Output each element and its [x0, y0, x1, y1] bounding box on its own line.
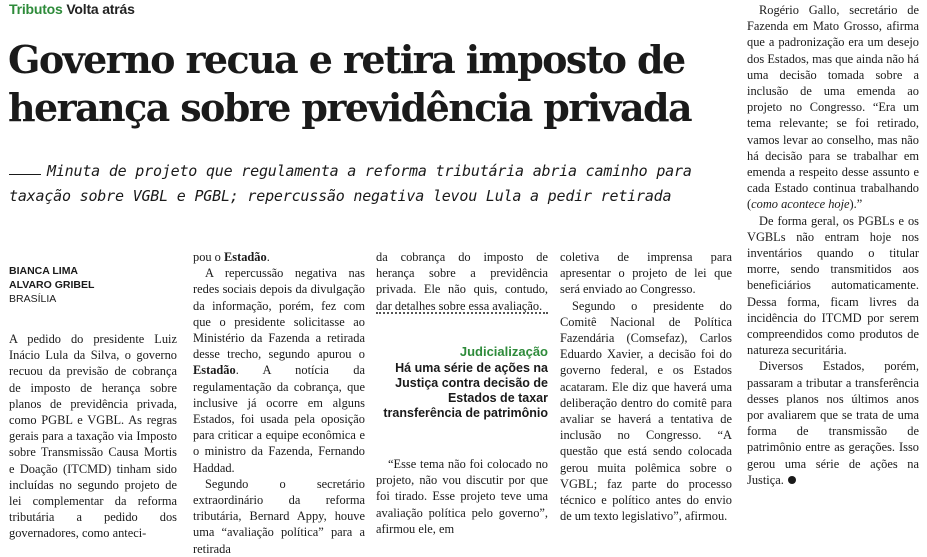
paragraph: A pedido do presidente Luiz Inácio Lula da Silva, o governo recuou da previsão de cobrança de imposto de herança sobre planos de previdência privada, como PGBL e VGBL. As regras gerais para a taxação via Imposto sobre Transmissão Causa Mortis e Doação (ITCMD) tinham sido incluídas no segundo projeto de lei complementar da reforma tributária a pedido dos governadores, como anteci-	[9, 332, 177, 541]
column-3	[376, 249, 548, 314]
paragraph: Segundo o presidente do Comitê Nacional de Política Fazendária (Comsefaz), Carlos Eduardo Xavier, a decisão foi do governo federal, e os Estados acataram. Ele diz que haverá uma deliberação dentro do comitê para avaliar se haverá a tentativa de inclusão no Congresso. “A questão que está sendo colocada gerou muita polêmica sobre o VGBL; faz parte do processo técnico e político antes do envio de um texto legislativo”, afirmou.	[560, 298, 732, 524]
column-2	[193, 249, 365, 557]
dek-text: Minuta de projeto que regulamenta a reforma tributária abria caminho para taxação sobre VGBL e PGBL; repercussão negativa levou Lula a pedir retirada	[9, 162, 692, 205]
paragraph: De forma geral, os PGBLs e os VGBLs não entram hoje nos inventários quando o titular morre, sendo transmitidos aos beneficiários automaticamente. Dessa forma, ficam livres da incidência do ITCMD por serem compreendidos como produtos de natureza securitária.	[747, 213, 919, 358]
paragraph	[193, 249, 365, 265]
column-4	[560, 249, 732, 524]
text-run: pou o	[193, 250, 224, 264]
newspaper-name: Estadão	[223, 250, 267, 264]
dek-rule	[9, 174, 41, 175]
headline: Governo recua e retira imposto de herança sobre previdência privada	[8, 37, 692, 130]
paragraph: coletiva de imprensa para apresentar o projeto de lei que será enviado ao Congresso.	[560, 250, 732, 297]
byline	[9, 264, 179, 306]
paragraph	[193, 265, 365, 476]
text-run: A repercussão negativa nas redes sociais depois da divulgação da informação, porém, fez com que o presidente solicitasse ao Ministério da Fazenda a retirada desse trecho, segundo apurou o	[193, 266, 365, 362]
dateline-city: BRASÍLIA	[9, 293, 57, 305]
author-2: ALVARO GRIBEL	[9, 279, 95, 291]
pull-quote-text: Há uma série de ações na Justiça contra decisão de Estados de taxar transferência de patrimônio	[383, 361, 548, 420]
text-run: ).”	[849, 197, 863, 212]
paragraph: “Esse tema não foi colocado no projeto, não vou discutir por que foi tirado. Esse projeto teve uma avaliação política pelo governo”, afirmou ele, em	[376, 457, 548, 536]
newspaper-name: Estadão	[193, 363, 236, 378]
author-1: BIANCA LIMA	[9, 265, 79, 277]
paragraph	[747, 358, 919, 488]
column-1	[9, 331, 177, 542]
pull-quote-title: Judicialização	[459, 344, 548, 359]
text-run: . A notícia da regulamentação da cobrança, que inclusive já ocorre em alguns Estados, foi usada pela oposição para criticar a equipe econômica e o ministro da Fazenda, Fernando Haddad.	[193, 363, 365, 475]
dotted-divider	[376, 312, 548, 314]
end-of-article-icon	[788, 476, 796, 484]
dek	[9, 159, 724, 209]
kicker	[9, 1, 135, 17]
column-5	[747, 2, 919, 488]
kicker-title: Volta atrás	[66, 1, 135, 17]
italic-text: como acontece hoje	[751, 197, 850, 212]
column-3-continued	[376, 456, 548, 537]
section-label: Tributos	[9, 1, 63, 17]
pull-quote-box	[376, 312, 548, 432]
text-run: Rogério Gallo, secretário de Fazenda em Mato Grosso, afirma que a padronização era um desejo dos Estados, mas que ainda não há uma decisão tomada sobre a inclusão de uma emenda ao projeto no Congresso. “Era um tema relevante; se foi retirado, vamos levar ao conselho, mas não há decisão para se trabalhar em emenda a respeito desse assunto e cada Estado continua trabalhando (	[747, 3, 919, 212]
text-run: .	[266, 250, 270, 264]
paragraph	[747, 2, 919, 213]
paragraph: da cobrança do imposto de herança sobre a previdência privada. Ele não quis, contudo, dar detalhes sobre essa avaliação.	[376, 250, 548, 313]
text-run: Diversos Estados, porém, passaram a tributar a transferência desses planos nos últimos anos por avaliarem que se trata de uma forma de transmissão de patrimônio entre as gerações. Isso gerou uma série de ações na Justiça.	[747, 359, 919, 487]
paragraph: Segundo o secretário extraordinário da reforma tributária, Bernard Appy, houve uma “avaliação política” para a retirada	[193, 476, 365, 556]
